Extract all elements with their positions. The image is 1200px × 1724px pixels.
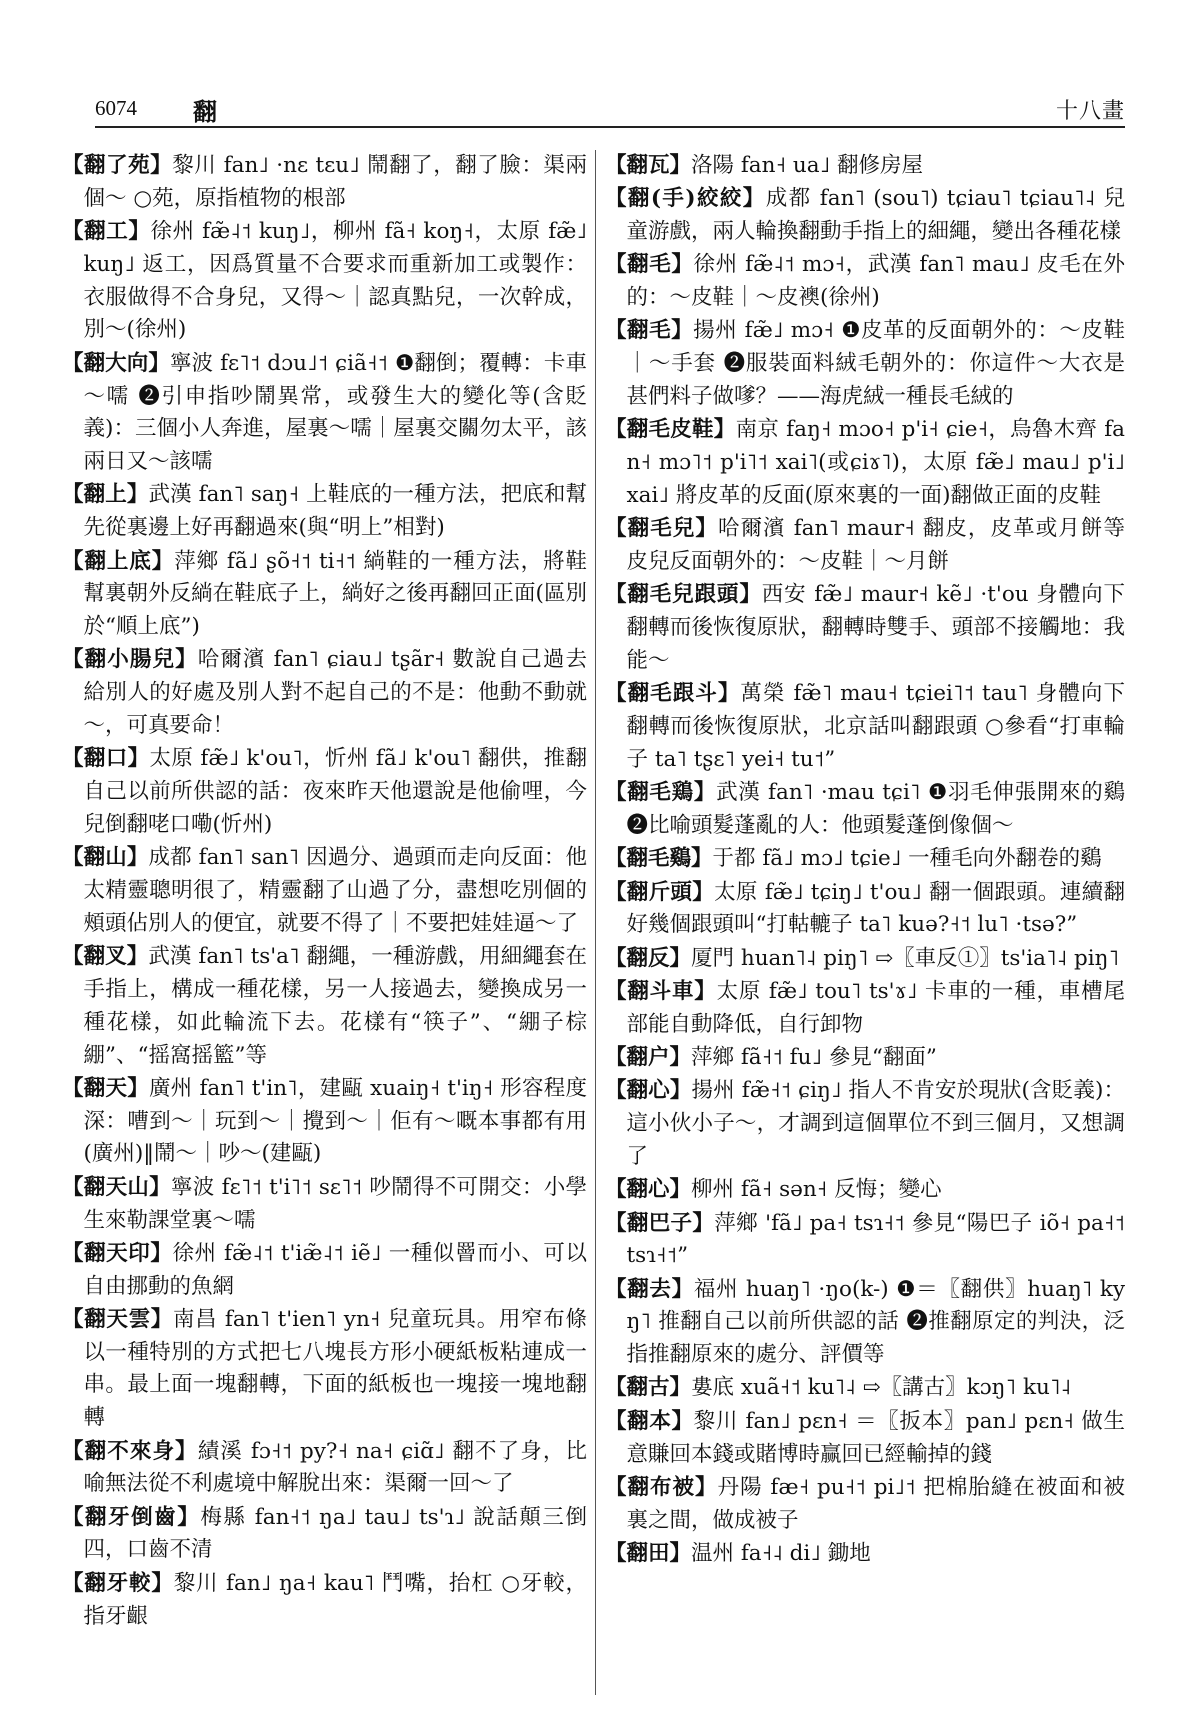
entry-definition: 武漢 fan˥ ·mau tɕi˥ ❶羽毛伸張開來的鷄 ❷比喻頭髮蓬亂的人：他頭髮蓬倒像個～ bbox=[626, 780, 1125, 838]
column-divider bbox=[595, 150, 596, 1695]
dictionary-entry bbox=[605, 414, 1125, 512]
entry-definition: 績溪 fɔ˧˦ py?˧ na˧ ɕiɑ̃˩ 翻不了身，比喻無法從不利處境中解脫出來：渠爾一回～了 bbox=[83, 1438, 587, 1497]
entry-headword: 【翻(手)絞絞】 bbox=[605, 186, 766, 212]
entry-definition: 廣州 fan˥ t'in˥，建甌 xuaiŋ˧ t'iŋ˧ 形容程度深：嘈到～｜玩到～｜攪到～｜佢有～嘅本事都有用(廣州)‖鬧～｜吵～(建甌) bbox=[83, 1075, 587, 1167]
entry-definition: 揚州 fæ̃˧˦ ɕiŋ˩ 指人不肯安於現狀(含貶義)：這小伙小子～，才調到這個單位不到三個月，又想調了 bbox=[626, 1078, 1125, 1169]
entry-headword: 【翻布被】 bbox=[605, 1474, 718, 1500]
dictionary-entry bbox=[62, 1568, 587, 1634]
dictionary-entry bbox=[62, 743, 587, 841]
entry-headword: 【翻去】 bbox=[605, 1276, 694, 1302]
entry-definition: 寧波 fɛ˥˦ t'i˥˦ sɛ˥˦ 吵鬧得不可開交：小學生來勒課堂裏～嚅 bbox=[83, 1174, 587, 1233]
dictionary-entry bbox=[605, 877, 1125, 943]
entry-definition: 哈爾濱 fan˥ maur˧ 翻皮，皮革或月餅等皮兒反面朝外的：～皮鞋｜～月餅 bbox=[626, 516, 1125, 575]
entry-headword: 【翻古】 bbox=[605, 1375, 692, 1401]
dictionary-entry bbox=[62, 1436, 587, 1502]
entry-definition: 寧波 fɛ˥˦ dɔu˩˦ ɕiã˧˦ ❶翻倒；覆轉：卡車～嚅 ❷引申指吵鬧異常，或發生大的變化等(含貶義)：三個小人奔進，屋裏～嚅｜屋裏交關勿太平，該兩日又～該嚅 bbox=[83, 350, 587, 475]
entry-definition: 萍鄉 'fã˩ pa˧ tsɿ˧˦ 參見“陽巴子 iõ˧ pa˧˦ tsɿ˧˦” bbox=[626, 1210, 1125, 1269]
entry-definition: 洛陽 fan˧ ua˩ 翻修房屋 bbox=[691, 153, 924, 178]
entry-headword: 【翻斗車】 bbox=[605, 978, 717, 1004]
entry-headword: 【翻毛兒跟頭】 bbox=[605, 582, 762, 608]
dictionary-entry bbox=[62, 348, 587, 479]
entry-definition: 武漢 fan˥ ts'a˥ 翻繩，一種游戲，用細繩套在手指上，構成一種花樣，另一人接過去，變換成另一種花樣，如此輪流下去。花樣有“筷子”、“綳子棕綳”、“摇窩摇籃”等 bbox=[83, 944, 587, 1068]
dictionary-entry bbox=[62, 1502, 587, 1568]
dictionary-entry bbox=[605, 249, 1125, 315]
dictionary-entry bbox=[605, 1208, 1125, 1274]
entry-headword: 【翻本】 bbox=[605, 1408, 694, 1434]
entry-definition: 成都 fan˥ (sou˥) tɕiau˥ tɕiau˥˨ 兒童游戲，兩人輪換翻動手指上的細繩，變出各種花樣 bbox=[626, 186, 1125, 245]
dictionary-entry bbox=[605, 777, 1125, 843]
entry-definition: 揚州 fæ̃˩ mɔ˧ ❶皮革的反面朝外的：～皮鞋｜～手套 ❷服裝面料絨毛朝外的：你這件～大衣是甚們料子做嗲？——海虎絨一種長毛絨的 bbox=[626, 318, 1125, 410]
dictionary-entry bbox=[605, 678, 1125, 776]
entry-definition: 黎川 fan˩ ·nɛ tɛu˩ 鬧翻了，翻了臉：渠兩個～ ○苑，原指植物的根部 bbox=[83, 153, 587, 211]
entry-headword: 【翻心】 bbox=[605, 1177, 692, 1203]
entry-definition: 太原 fæ̃˩ tou˥ ts'ɤ˩ 卡車的一種，車槽尾部能自動降低，自行卸物 bbox=[626, 978, 1125, 1037]
entry-definition: 婁底 xuã˧˦ ku˥˨ ⇨〖講古〗kɔŋ˥ ku˥˨ bbox=[691, 1375, 1072, 1401]
entry-definition: 萬榮 fæ̃˥ mau˧ tɕiei˥˦ tau˥ 身體向下翻轉而後恢復原狀，北京話叫翻跟頭 ○參看“打車輪子 ta˥ tʂɛ˥ yei˧ tu˦” bbox=[626, 681, 1125, 772]
entry-headword: 【翻大向】 bbox=[62, 350, 170, 376]
entry-headword: 【翻毛皮鞋】 bbox=[605, 417, 736, 443]
dictionary-entry bbox=[62, 1238, 587, 1304]
entry-headword: 【翻毛鷄】 bbox=[605, 846, 713, 872]
dictionary-entry bbox=[605, 150, 1125, 183]
dictionary-entry bbox=[605, 976, 1125, 1042]
entry-headword: 【翻毛跟斗】 bbox=[605, 681, 741, 707]
entry-headword: 【翻毛】 bbox=[605, 318, 694, 344]
dictionary-entry bbox=[62, 1304, 587, 1435]
dictionary-entry bbox=[605, 943, 1125, 976]
entry-headword: 【翻天山】 bbox=[62, 1174, 171, 1200]
dictionary-entry bbox=[605, 1472, 1125, 1538]
entry-definition: 梅縣 fan˧˦ ŋa˩ tau˩ ts'ɿ˩ 說話顛三倒四，口齒不清 bbox=[83, 1504, 587, 1563]
entry-headword: 【翻口】 bbox=[62, 746, 150, 772]
dictionary-entry bbox=[62, 546, 587, 644]
entry-headword: 【翻户】 bbox=[605, 1045, 692, 1071]
entry-definition: 黎川 fan˩ ŋa˧ kau˥ 鬥嘴，抬杠 ○牙較，指牙齦 bbox=[83, 1570, 587, 1629]
entry-definition: 温州 fa˧˨ di˩ 鋤地 bbox=[691, 1540, 871, 1566]
entry-headword: 【翻瓦】 bbox=[605, 153, 692, 178]
entry-definition: 武漢 fan˥ saŋ˧ 上鞋底的一種方法，把底和幫先從裏邊上好再翻過來(與“明上”相對) bbox=[83, 482, 587, 541]
entry-definition: 柳州 fã˧ sən˧ 反悔；變心 bbox=[691, 1177, 942, 1203]
dictionary-entry bbox=[605, 1274, 1125, 1372]
entry-headword: 【翻毛兒】 bbox=[605, 516, 718, 542]
right-column bbox=[605, 150, 1125, 1571]
left-column bbox=[62, 150, 587, 1634]
dictionary-entry bbox=[62, 1172, 587, 1238]
entry-definition: 厦門 huan˥˨ piŋ˥ ⇨〖車反①〗ts'ia˥˨ piŋ˥ bbox=[691, 945, 1120, 971]
dictionary-entry bbox=[62, 644, 587, 742]
entry-definition: 太原 fæ̃˩ tɕiŋ˩ t'ou˩ 翻一個跟頭。連續翻好幾個跟頭叫“打軲轆子 ta˥ kuə?˧˦ lu˥ ·tsə?” bbox=[626, 879, 1125, 938]
dictionary-entry bbox=[605, 183, 1125, 249]
entry-definition: 于都 fã˩ mɔ˩ tɕie˩ 一種毛向外翻卷的鷄 bbox=[712, 846, 1102, 872]
entry-definition: 徐州 fæ̃˨˦ t'iæ̃˨˦ iẽ˩ 一種似罾而小、可以自由挪動的魚網 bbox=[83, 1240, 587, 1299]
stroke-count: 十八畫 bbox=[1055, 99, 1125, 124]
dictionary-entry bbox=[605, 843, 1125, 876]
entry-definition: 丹陽 fæ˧ pu˧˦ pi˩˦ 把棉胎縫在被面和被裏之間，做成被子 bbox=[626, 1474, 1125, 1533]
page-number: 6074 bbox=[95, 96, 137, 120]
dictionary-entry bbox=[62, 842, 587, 940]
header-rule bbox=[95, 126, 1125, 128]
entry-headword: 【翻牙倒齒】 bbox=[62, 1504, 201, 1530]
entry-definition: 西安 fæ̃˩ maur˧ kẽ˩ ·t'ou 身體向下翻轉而後恢復原狀，翻轉時雙手、頭部不接觸地：我能～ bbox=[626, 582, 1125, 673]
entry-definition: 南京 faŋ˧ mɔo˧ p'i˧ ɕie˧，烏魯木齊 fan˧ mɔ˥˦ p'i˥˦ xai˥(或ɕiɤ˥)，太原 fæ̃˩ mau˩ p'i˩ xai˩ 將皮革的反面(原來裏的一面)翻做正面的皮鞋 bbox=[626, 417, 1125, 508]
dictionary-entry bbox=[605, 315, 1125, 413]
dictionary-entry bbox=[605, 1075, 1125, 1173]
entry-definition: 徐州 fæ̃˨˦ mɔ˧，武漢 fan˥ mau˩ 皮毛在外的：～皮鞋｜～皮襖(徐州) bbox=[626, 252, 1125, 311]
entry-definition: 萍鄉 fã˩ ʂõ˧˦ ti˧˦ 緔鞋的一種方法，將鞋幫裏朝外反緔在鞋底子上，緔好之後再翻回正面(區別於“順上底”) bbox=[83, 548, 587, 640]
entry-definition: 太原 fæ̃˩ k'ou˥，忻州 fã˩ k'ou˥ 翻供，推翻自己以前所供認的話：夜來昨天他還說是他偷哩，今兒倒翻咾口嘞(忻州) bbox=[83, 746, 587, 837]
dictionary-entry bbox=[62, 1073, 587, 1171]
entry-headword: 【翻田】 bbox=[605, 1540, 692, 1566]
entry-definition: 成都 fan˥ san˥ 因過分、過頭而走向反面：他太精靈聰明很了，精靈翻了山過了分，盡想吃別個的頰頭佔別人的便宜，就要不得了｜不要把娃娃逼～了 bbox=[83, 845, 587, 936]
dictionary-entry bbox=[62, 479, 587, 545]
entry-definition: 哈爾濱 fan˥ ɕiau˩ tʂãr˧ 數說自己過去給別人的好處及別人對不起自己的不是：他動不動就～，可真要命！ bbox=[83, 647, 587, 739]
entry-headword: 【翻工】 bbox=[62, 219, 151, 245]
dictionary-entry bbox=[605, 1372, 1125, 1405]
entry-headword: 【翻牙較】 bbox=[62, 1570, 174, 1596]
entry-headword: 【翻山】 bbox=[62, 845, 149, 871]
dictionary-entry bbox=[605, 513, 1125, 579]
dictionary-entry bbox=[62, 150, 587, 216]
page-header bbox=[95, 92, 1125, 130]
dictionary-entry bbox=[605, 1538, 1125, 1571]
entry-headword: 【翻毛鶏】 bbox=[605, 780, 717, 806]
dictionary-entry bbox=[605, 579, 1125, 677]
entry-headword: 【翻巴子】 bbox=[605, 1210, 715, 1236]
entry-headword: 【翻不來身】 bbox=[62, 1438, 198, 1464]
entry-headword: 【翻心】 bbox=[605, 1078, 692, 1104]
dictionary-entry bbox=[605, 1406, 1125, 1472]
dictionary-entry bbox=[605, 1174, 1125, 1207]
entry-headword: 【翻上】 bbox=[62, 482, 149, 508]
entry-headword: 【翻反】 bbox=[605, 945, 692, 971]
dictionary-entry bbox=[605, 1042, 1125, 1075]
entry-headword: 【翻小腸兒】 bbox=[62, 647, 198, 673]
entry-headword: 【翻上底】 bbox=[62, 548, 175, 574]
entry-headword: 【翻毛】 bbox=[605, 252, 694, 278]
entry-headword: 【翻天雲】 bbox=[62, 1306, 173, 1332]
entry-headword: 【翻了苑】 bbox=[62, 153, 173, 178]
entry-headword: 【翻天印】 bbox=[62, 1240, 173, 1266]
head-character: 翻 bbox=[193, 97, 217, 126]
dictionary-entry bbox=[62, 941, 587, 1072]
entry-definition: 萍鄉 fã˧˦ fu˩ 參見“翻面” bbox=[691, 1045, 937, 1071]
entry-headword: 【翻斤頭】 bbox=[605, 879, 715, 905]
entry-definition: 福州 huaŋ˥ ·ŋo(k-) ❶＝〖翻供〗huaŋ˥ kyŋ˥ 推翻自己以前所供認的話 ❷推翻原定的判決，泛指推翻原來的處分、評價等 bbox=[626, 1276, 1125, 1368]
entry-definition: 徐州 fæ̃˨˦ kuŋ˩，柳州 fã˧ koŋ˧，太原 fæ̃˩ kuŋ˩ 返工，因爲質量不合要求而重新加工或製作：衣服做得不合身兒，又得～｜認真點兒，一次幹成，別～(徐州) bbox=[83, 219, 587, 343]
entry-headword: 【翻叉】 bbox=[62, 944, 149, 970]
entry-definition: 南昌 fan˥ t'ien˥ yn˧ 兒童玩具。用窄布條以一種特別的方式把七八塊長方形小硬紙板粘連成一串。最上面一塊翻轉，下面的紙板也一塊接一塊地翻轉 bbox=[83, 1306, 587, 1431]
entry-headword: 【翻天】 bbox=[62, 1075, 149, 1101]
dictionary-entry bbox=[62, 216, 587, 347]
entry-definition: 黎川 fan˩ pɛn˧ ＝〖扳本〗pan˩ pɛn˧ 做生意賺回本錢或賭博時赢回已經輸掉的錢 bbox=[626, 1408, 1125, 1467]
